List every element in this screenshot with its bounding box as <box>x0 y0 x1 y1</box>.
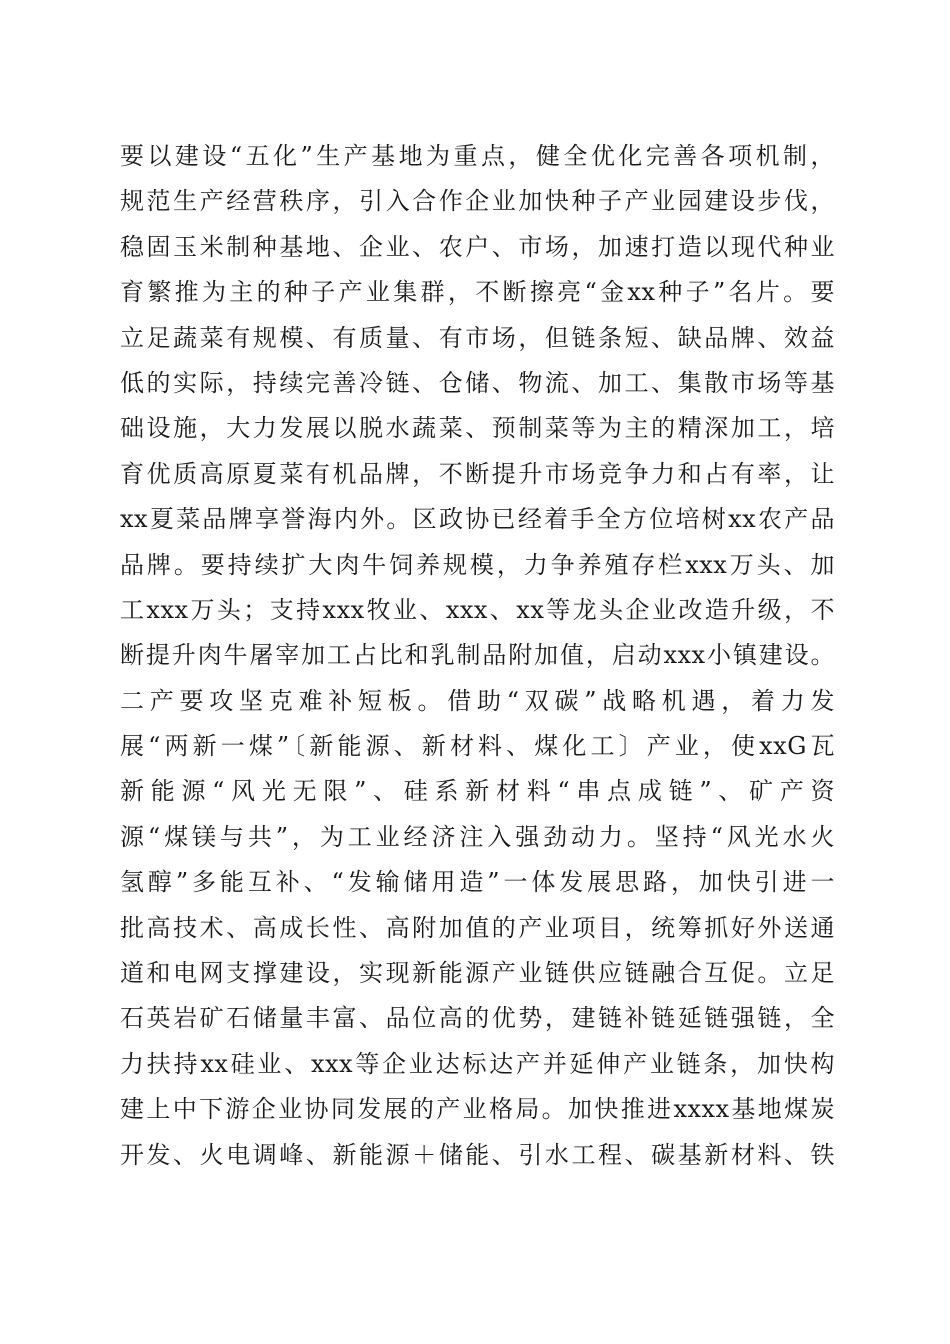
text-line: 低的实际，持续完善冷链、仓储、物流、加工、集散市场等基 <box>120 368 835 397</box>
text-line: 源“煤镁与共”，为工业经济注入强劲动力。坚持“风光水火 <box>120 822 835 851</box>
body-text <box>120 134 835 1178</box>
text-line: 石英岩矿石储量丰富、品位高的优势，建链补链延链强链，全 <box>120 1004 835 1033</box>
text-line: 规范生产经营秩序，引入合作企业加快种子产业园建设步伐， <box>120 187 835 216</box>
text-line: 力扶持xx硅业、xxx等企业达标达产并延伸产业链条，加快构 <box>120 1049 835 1078</box>
text-line: 展“两新一煤”〔新能源、新材料、煤化工〕产业，使xxG瓦 <box>120 732 835 761</box>
text-line: 二产要攻坚克难补短板。借助“双碳”战略机遇，着力发 <box>120 686 835 715</box>
text-line: 立足蔬菜有规模、有质量、有市场，但链条短、缺品牌、效益 <box>120 323 835 352</box>
text-line: 批高技术、高成长性、高附加值的产业项目，统筹抓好外送通 <box>120 913 835 942</box>
text-line: 础设施，大力发展以脱水蔬菜、预制菜等为主的精深加工，培 <box>120 414 835 443</box>
text-line: 育优质高原夏菜有机品牌，不断提升市场竞争力和占有率，让 <box>120 459 835 488</box>
text-line: 断提升肉牛屠宰加工占比和乳制品附加值，启动xxx小镇建设。 <box>120 641 835 670</box>
text-line: 要以建设“五化”生产基地为重点，健全优化完善各项机制， <box>120 142 835 170</box>
text-line: 育繁推为主的种子产业集群，不断擦亮“金xx种子”名片。要 <box>120 278 835 307</box>
text-line: 稳固玉米制种基地、企业、农户、市场，加速打造以现代种业 <box>120 232 835 261</box>
text-line: xx夏菜品牌享誉海内外。区政协已经着手全方位培树xx农产品 <box>120 505 835 534</box>
text-line: 品牌。要持续扩大肉牛饲养规模，力争养殖存栏xxx万头、加 <box>120 550 835 579</box>
text-line: 建上中下游企业协同发展的产业格局。加快推进xxxx基地煤炭 <box>120 1095 835 1124</box>
text-line: 氢醇”多能互补、“发输储用造”一体发展思路，加快引进一 <box>120 868 835 897</box>
text-line: 道和电网支撑建设，实现新能源产业链供应链融合互促。立足 <box>120 959 835 988</box>
text-line: 开发、火电调峰、新能源＋储能、引水工程、碳基新材料、铁 <box>120 1140 835 1169</box>
text-line: 新能源“风光无限”、硅系新材料“串点成链”、矿产资 <box>120 777 835 806</box>
text-line: 工xxx万头；支持xxx牧业、xxx、xx等龙头企业改造升级，不 <box>120 595 835 624</box>
